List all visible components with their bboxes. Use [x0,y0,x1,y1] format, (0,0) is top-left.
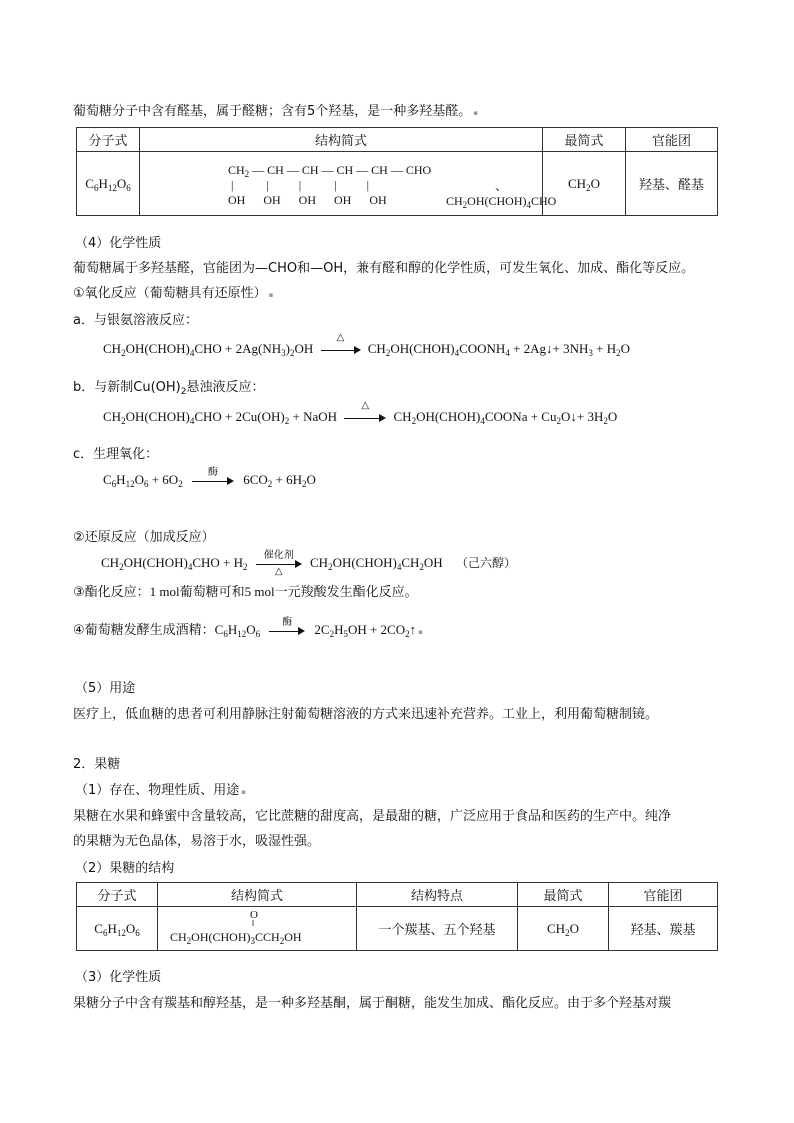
reduction-equation: $CH_2OH(CHOH)_4CHO + H_2$ 催化剂 △ $CH_2OH(CHOH)_4CH_2OH$ （己六醇） [101,550,516,578]
header-cell: 结构简式 [158,883,357,907]
fermentation-line: ④葡萄糖发酵生成酒精：$C_6H_{12}O_6$ 酶 $2C_2H_5OH$ + $2CO_2↑$ ▪ [73,616,423,639]
alt-formula: 、$CH_2OH(CHOH)_4CHO$ [446,178,557,210]
header-cell: 结构特点 [357,883,518,907]
header-cell: 最简式 [543,128,626,152]
header-cell: 分子式 [77,128,140,152]
header-cell: 官能团 [626,128,718,152]
reaction-arrow: 酶 [192,476,234,486]
edit-mark-icon: ▪ [268,291,274,299]
section-5-title: （5）用途 [75,681,136,696]
reaction-arrow: 催化剂 △ [256,559,302,569]
hydroxyl-row: OH OH OH OH OH [228,192,387,207]
reaction-arrow: △ [321,345,361,355]
simplest-cell: $CH_2O$ [518,907,609,951]
fructose-1-text-line2: 的果糖为无色晶体，易溶于水，吸湿性强。 [73,834,321,849]
edit-mark-icon: ▪ [473,109,479,117]
formula-cell: $C_6H_{12}O_6$ [77,907,158,951]
reaction-a-title: a．与银氨溶液反应： [73,313,198,328]
reaction-b-equation: $CH_2OH(CHOH)_4CHO + 2Cu(OH)_2$ + NaOH △ $CH_2OH(CHOH)_4COONa$ + $Cu_2O↓+ 3H_2O$ [103,400,618,426]
reaction-arrow: △ [344,413,386,423]
oxidation-title: ①氧化反应（葡萄糖具有还原性） ▪ [73,286,274,301]
fructose-1-title: （1）存在、物理性质、用途 ▪ [75,783,247,798]
fructose-2-title: （2）果糖的结构 [75,861,175,876]
section-5-text: 医疗上，低血糖的患者可利用静脉注射葡萄糖溶液的方式来迅速补充营养。工业上，利用葡萄糖制镜。 [73,707,659,722]
formula-cell: $C_6H_{12}O_6$ [77,152,140,216]
fructose-table [76,882,718,951]
bond-lines: | | | | | [231,177,370,192]
reaction-a-equation: $CH_2OH(CHOH)_4CHO + 2Ag(NH_3)_2OH$ △ $CH_2OH(CHOH)_4COONH_4$ + 2Ag↓+ $3NH_3 + H_2O$ [103,332,631,358]
reaction-b-title: b．与新制$Cu(OH)_2$悬浊液反应： [73,380,265,397]
glucose-chain: $CH_2$ — CH — CH — CH — CH — CHO [228,162,432,179]
reaction-arrow: 酶 [269,626,305,636]
groups-cell: 羟基、醛基 [626,152,718,216]
fructose-title: 2．果糖 [73,757,121,772]
structure-cell: O ‖ $CH_2OH(CHOH)_3CCH_2OH$ [158,907,357,951]
fructose-1-text-line1: 果糖在水果和蜂蜜中含量较高，它比蔗糖的甜度高，是最甜的糖，广泛应用于食品和医药的生产中。纯净 [73,809,672,824]
groups-cell: 羟基、羰基 [609,907,718,951]
glucose-table [76,127,718,216]
reduction-title: ②还原反应（加成反应） [73,530,215,545]
reaction-c-title: c．生理氧化： [73,447,159,462]
reaction-c-equation: $C_6H_{12}O_6 + 6O_2$ 酶 $6CO_2 + 6H_2O$ [103,467,316,489]
fructose-3-text: 果糖分子中含有羰基和醇羟基，是一种多羟基酮，属于酮糖，能发生加成、酯化反应。由于多个羟基对羰 [73,996,672,1011]
esterification-text: ③酯化反应：1 mol葡萄糖可和5 mol一元羧酸发生酯化反应。 [73,584,418,600]
header-cell: 分子式 [77,883,158,907]
fructose-formula: $CH_2OH(CHOH)_3CCH_2OH$ [170,929,302,946]
edit-mark-icon: ▪ [241,788,247,796]
edit-mark-icon: ▪ [418,628,423,636]
simplest-cell: $CH_2O$ [543,152,626,216]
feature-cell: 一个羰基、五个羟基 [357,907,518,951]
section-4-intro: 葡萄糖属于多羟基醛，官能团为—CHO和—OH，兼有醛和醇的化学性质，可发生氧化、加成、酯化等反应。 [73,261,695,276]
header-cell: 官能团 [609,883,718,907]
intro-text: 葡萄糖分子中含有醛基，属于醛糖；含有5个羟基，是一种多羟基醛。 ▪ [73,104,479,119]
header-cell: 结构简式 [140,128,543,152]
structure-cell [140,152,557,216]
fructose-3-title: （3）化学性质 [75,970,162,985]
header-cell: 最简式 [518,883,609,907]
section-4-title: （4）化学性质 [75,236,162,251]
